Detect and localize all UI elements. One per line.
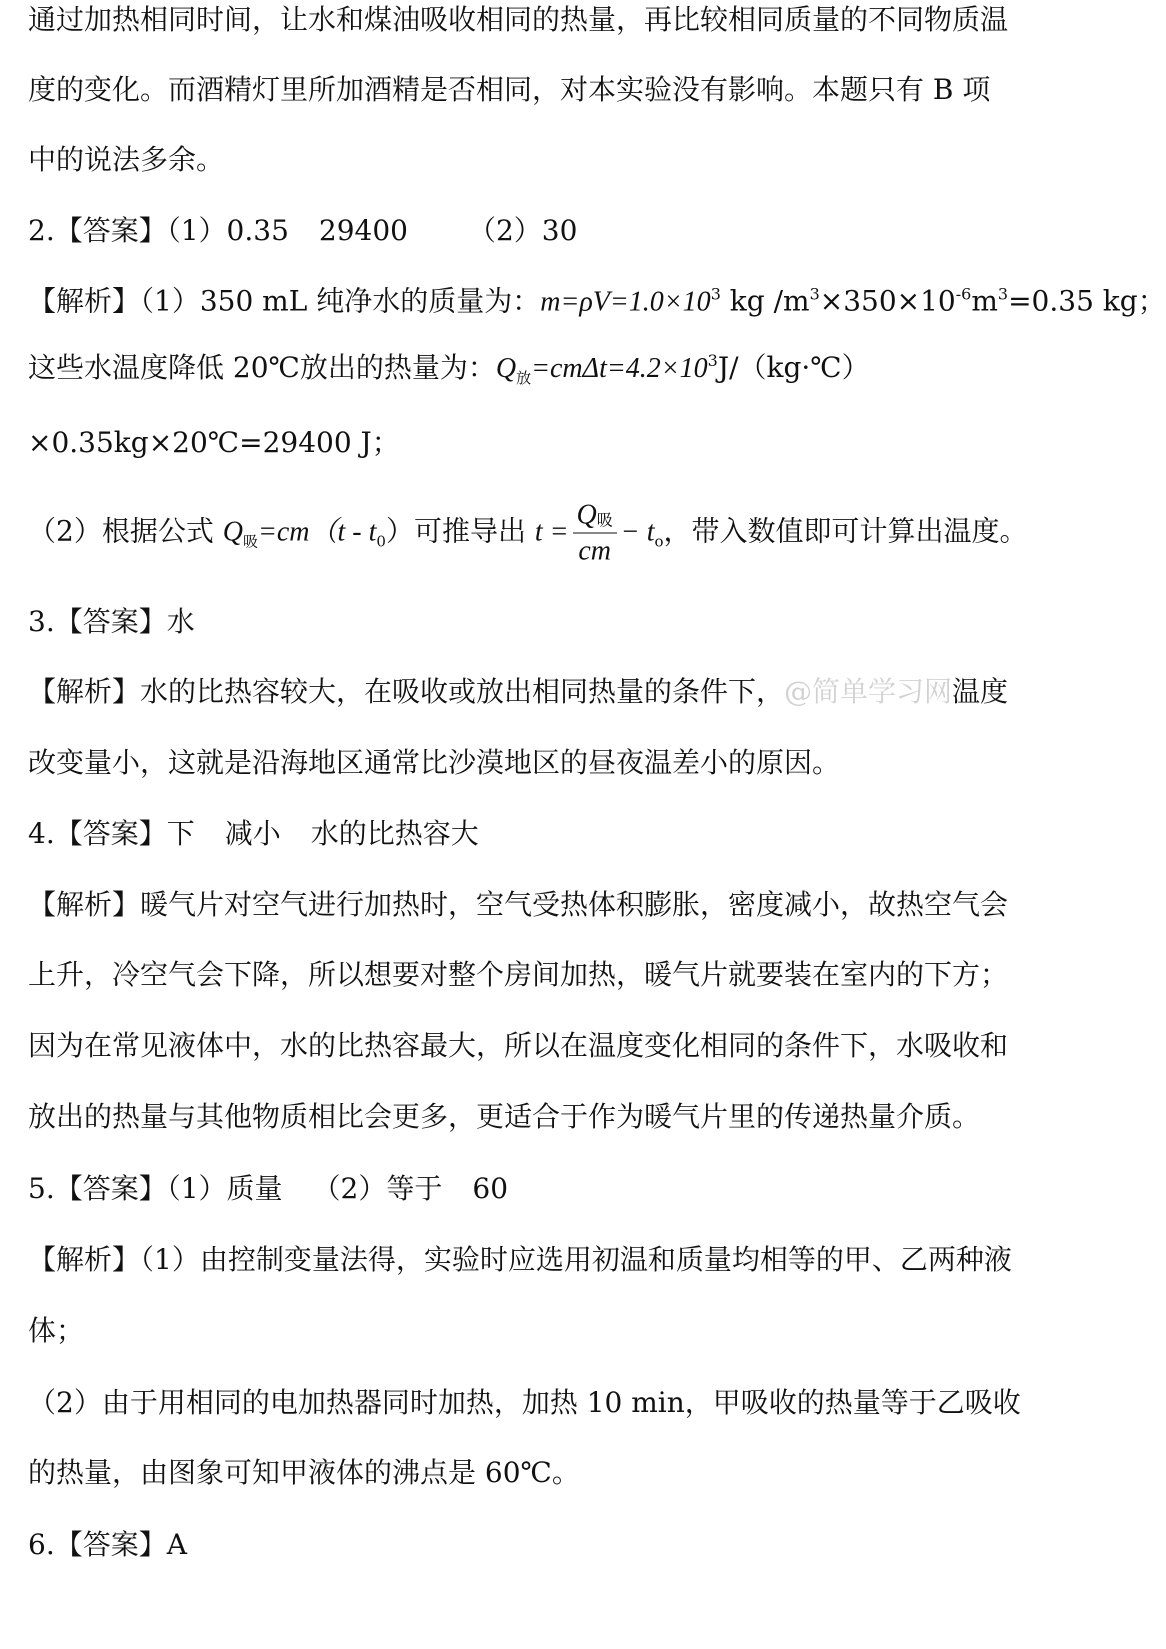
explanation-label: 【解析】 <box>28 1243 141 1276</box>
answer-label: 5.【答案】 <box>28 1172 167 1205</box>
text: （1）由控制变量法得，实验时应选用初温和质量均相等的甲、乙两种液 <box>140 1243 1012 1276</box>
text: ，带入数值即可计算出温度。 <box>663 514 1028 548</box>
text: 通过加热相同时间，让水和煤油吸收相同的热量，再比较相同质量的不同物质温 <box>28 3 1009 36</box>
answer-part: 水的比热容大 <box>310 817 479 850</box>
unit: kg /m <box>720 284 810 318</box>
text: 因为在常见液体中，水的比热容最大，所以在温度变化相同的条件下，水吸收和 <box>28 1029 1009 1062</box>
formula-symbol: Q <box>495 353 517 384</box>
formula: t = <box>534 516 569 548</box>
formula: =0.35 kg； <box>1008 284 1166 318</box>
answer-part: 减小 <box>224 817 281 850</box>
q2-explanation-line <box>28 348 1060 398</box>
text: 体； <box>28 1314 85 1347</box>
formula: − t <box>620 516 655 548</box>
text: 上升，冷空气会下降，所以想要对整个房间加热，暖气片就要装在室内的下方； <box>28 958 1009 991</box>
text: 改变量小，这就是沿海地区通常比沙漠地区的昼夜温差小的原因。 <box>28 746 841 779</box>
q6-answer-line <box>28 1525 1060 1565</box>
exponent: 3 <box>809 284 820 304</box>
fraction-numerator <box>573 501 617 534</box>
text: 水的比热容较大，在吸收或放出相同热量的条件下， <box>140 675 785 708</box>
answer-part: （2）等于 <box>312 1172 443 1205</box>
text: （2）由于用相同的电加热器同时加热，加热 10 min，甲吸收的热量等于乙吸收 <box>28 1386 1021 1419</box>
q3-answer-line <box>28 602 1060 642</box>
q2-explanation-line <box>28 423 1060 463</box>
q4-explanation-line <box>28 1026 1060 1066</box>
q5-explanation-line <box>28 1240 1060 1280</box>
q3-explanation-line <box>28 743 1060 783</box>
text: 暖气片对空气进行加热时，空气受热体积膨胀，密度减小，故热空气会 <box>140 888 1009 921</box>
unit: m <box>971 284 998 318</box>
answer-label: 2.【答案】 <box>28 214 167 247</box>
formula: ×0.35kg×20℃=29400 J； <box>28 426 400 459</box>
q4-explanation-line <box>28 1097 1060 1137</box>
answer-label: 3.【答案】 <box>28 605 167 638</box>
answer-part: 水 <box>166 605 195 638</box>
watermark: @简单学习网 <box>784 675 953 708</box>
text: （1）350 mL 纯净水的质量为： <box>140 284 541 318</box>
exponent: 3 <box>707 351 718 370</box>
formula-symbol: Q <box>576 499 597 531</box>
q5-explanation-line <box>28 1311 1060 1351</box>
text: 放出的热量与其他物质相比会更多，更适合于作为暖气片里的传递热量介质。 <box>28 1100 981 1133</box>
paragraph-line <box>28 0 1060 40</box>
answer-part: 60 <box>472 1172 509 1205</box>
formula: ×350×10 <box>819 284 956 318</box>
q4-explanation-line <box>28 955 1060 995</box>
q2-answer-line <box>28 211 1060 251</box>
answer-part: 下 <box>166 817 195 850</box>
answer-part: 29400 <box>318 214 408 247</box>
answer-part: （1）质量 <box>166 1172 283 1205</box>
text: （2）根据公式 <box>28 514 223 548</box>
answer-part: A <box>166 1528 187 1561</box>
text: ）可推导出 <box>385 514 535 548</box>
answer-label: 4.【答案】 <box>28 817 167 850</box>
fraction-denominator: cm <box>578 535 611 567</box>
exponent: -6 <box>955 284 972 304</box>
paragraph-line <box>28 70 1060 110</box>
q5-answer-line <box>28 1169 1060 1209</box>
exponent: 3 <box>997 284 1009 304</box>
q2-explanation-line <box>28 501 1060 566</box>
answer-label: 6.【答案】 <box>28 1528 167 1561</box>
exponent: 3 <box>710 284 721 304</box>
text: 的热量，由图象可知甲液体的沸点是 60℃。 <box>28 1456 580 1489</box>
fraction <box>573 501 617 566</box>
formula-symbol: Q <box>222 516 243 548</box>
q2-explanation-line <box>28 282 1166 323</box>
answer-part: （1）0.35 <box>166 214 289 247</box>
formula: m=ρV=1.0×10 <box>540 286 711 318</box>
explanation-label: 【解析】 <box>28 284 141 318</box>
subscript: o <box>654 532 664 551</box>
formula: =cm（t - t <box>257 516 377 548</box>
explanation-label: 【解析】 <box>28 675 141 708</box>
text: 中的说法多余。 <box>28 143 225 176</box>
paragraph-line <box>28 140 1060 180</box>
q4-answer-line <box>28 814 1060 854</box>
answer-part: （2）30 <box>467 214 578 247</box>
text: 度的变化。而酒精灯里所加酒精是否相同，对本实验没有影响。本题只有 B 项 <box>28 73 991 106</box>
subscript: 0 <box>376 532 386 551</box>
subscript: 放 <box>516 369 532 387</box>
text: 这些水温度降低 20℃放出的热量为： <box>28 351 496 384</box>
subscript: 吸 <box>596 510 613 530</box>
unit: J/（kg·℃） <box>717 351 870 384</box>
formula: =cmΔt=4.2×10 <box>531 353 708 384</box>
explanation-label: 【解析】 <box>28 888 141 921</box>
q5-explanation-line <box>28 1453 1060 1493</box>
text: 温度 <box>952 675 1009 708</box>
q3-explanation-line <box>28 672 1060 712</box>
q5-explanation-line <box>28 1383 1060 1423</box>
subscript: 吸 <box>242 532 258 551</box>
q4-explanation-line <box>28 885 1060 925</box>
